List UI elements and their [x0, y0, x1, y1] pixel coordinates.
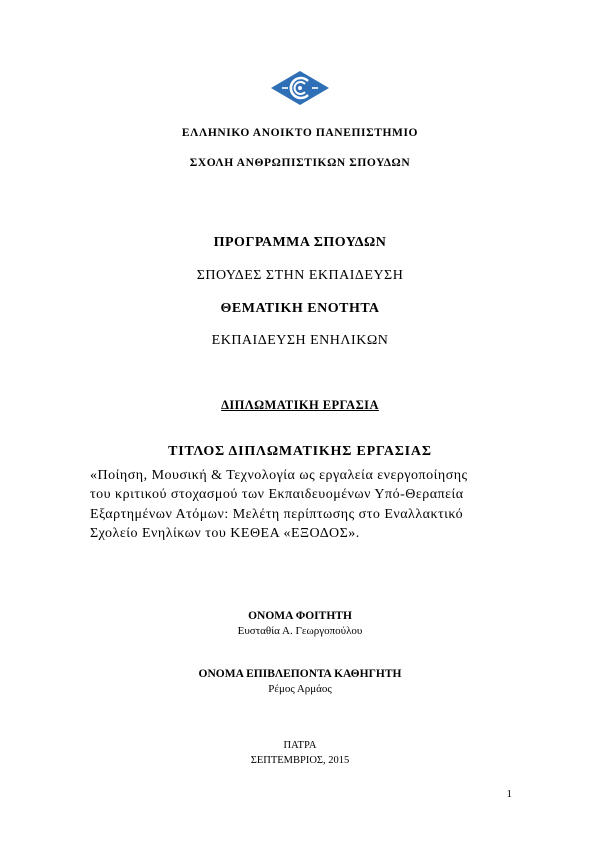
thematic-unit-label: ΘΕΜΑΤΙΚΗ ΕΝΟΤΗΤΑ — [220, 301, 380, 316]
program-label: ΠΡΟΓΡΑΜΜΑ ΣΠΟΥΔΩΝ — [213, 235, 387, 250]
student-label: ΟΝΟΜΑ ΦΟΙΤΗΤΗ — [248, 610, 352, 622]
thesis-title-line: του κριτικού στοχασμού των Εκπαιδευομένων Υπό-Θεραπεία — [90, 487, 464, 502]
thesis-title-line: Σχολείο Ενηλίκων του ΚΕΘΕΑ «ΕΞΟΔΟΣ». — [90, 526, 360, 541]
thesis-heading: ΔΙΠΛΩΜΑΤΙΚΗ ΕΡΓΑΣΙΑ — [221, 398, 379, 412]
university-name: ΕΛΛΗΝΙΚΟ ΑΝΟΙΚΤΟ ΠΑΝΕΠΙΣΤΗΜΙΟ — [181, 127, 419, 139]
thematic-unit-name: ΕΚΠΑΙΔΕΥΣΗ ΕΝΗΛΙΚΩΝ — [211, 333, 389, 348]
school-name: ΣΧΟΛΗ ΑΝΘΡΩΠΙΣΤΙΚΩΝ ΣΠΟΥΔΩΝ — [189, 157, 411, 169]
thesis-title-line: «Ποίηση, Μουσική & Τεχνολογία ως εργαλεία ενεργοποίησης — [90, 468, 468, 483]
university-logo-icon — [270, 70, 330, 106]
city: ΠΑΤΡΑ — [283, 740, 317, 751]
date: ΣΕΠΤΕΜΒΡΙΟΣ, 2015 — [250, 755, 350, 766]
thesis-title-label: ΤΙΤΛΟΣ ΔΙΠΛΩΜΑΤΙΚΗΣ ΕΡΓΑΣΙΑΣ — [168, 444, 432, 459]
thesis-title-line: Εξαρτημένων Ατόμων: Μελέτη περίπτωσης στο Εναλλακτικό — [90, 507, 464, 522]
program-name: ΣΠΟΥΔΕΣ ΣΤΗΝ ΕΚΠΑΙΔΕΥΣΗ — [196, 268, 404, 283]
supervisor-name: Ρέμος Αρμάος — [268, 683, 332, 695]
page-number: 1 — [506, 788, 512, 800]
student-name: Ευσταθία Α. Γεωργοπούλου — [237, 625, 363, 637]
supervisor-label: ΟΝΟΜΑ ΕΠΙΒΛΕΠΟΝΤΑ ΚΑΘΗΓΗΤΗ — [198, 668, 402, 680]
